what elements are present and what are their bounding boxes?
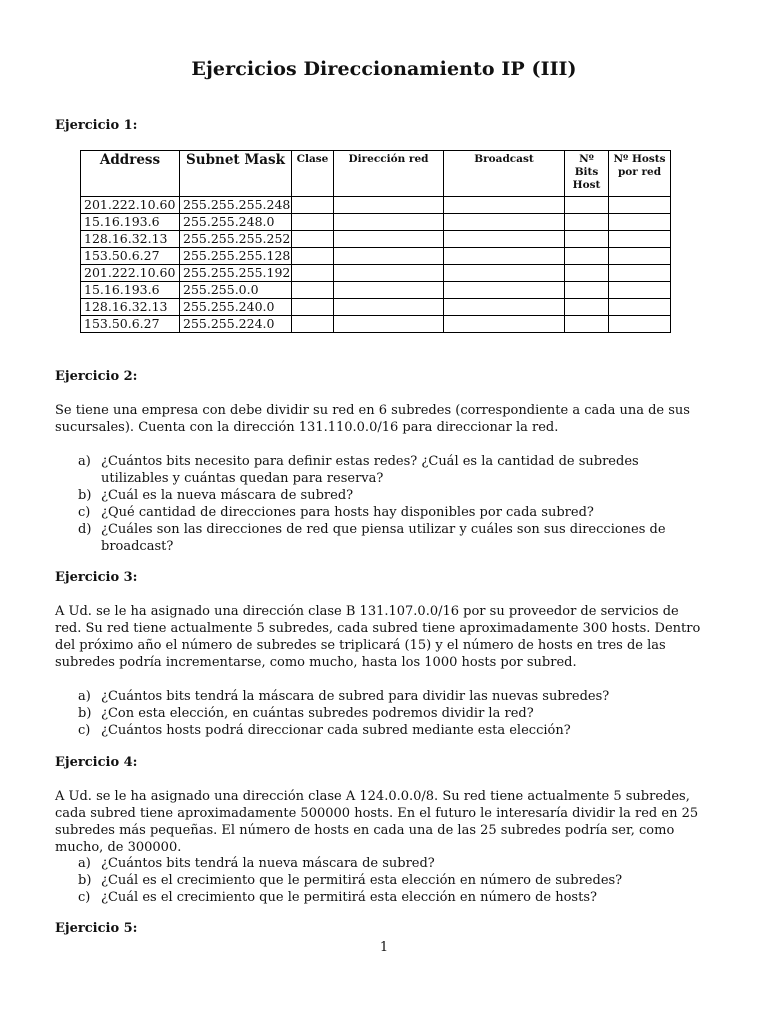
item-marker: c) [78, 890, 91, 905]
subnet-mask-cell: 255.255.248.0 [180, 214, 292, 231]
item-text: ¿Cuántos hosts podrá direccionar cada subred mediante esta elección? [101, 723, 571, 738]
item-text: ¿Cuál es el crecimiento que le permitirá esta elección en número de hosts? [101, 890, 597, 905]
item-text: ¿Cuántos bits tendrá la nueva máscara de subred? [101, 856, 435, 871]
exercise-5-heading: Ejercicio 5: [55, 921, 138, 936]
hosts-por-red-cell [609, 248, 671, 265]
item-text: ¿Qué cantidad de direcciones para hosts hay disponibles por cada subred? [101, 505, 594, 520]
subnet-mask-cell: 255.255.255.128 [180, 248, 292, 265]
table-row [81, 265, 671, 282]
hosts-por-red-cell [609, 214, 671, 231]
subnet-mask-cell: 255.255.255.252 [180, 231, 292, 248]
item-marker: a) [78, 856, 91, 871]
broadcast-cell [444, 231, 565, 248]
item-marker: d) [78, 522, 92, 537]
bits-host-cell [565, 316, 609, 333]
ip-address-table [80, 150, 671, 333]
item-marker: b) [78, 488, 92, 503]
bits-host-cell [565, 214, 609, 231]
broadcast-cell [444, 248, 565, 265]
clase-cell [292, 299, 334, 316]
bits-host-cell [565, 299, 609, 316]
table-header-row [81, 151, 671, 197]
item-text: ¿Con esta elección, en cuántas subredes podremos dividir la red? [101, 706, 534, 721]
direccion-red-cell [334, 214, 444, 231]
exercise-2-heading: Ejercicio 2: [55, 369, 138, 384]
list-item [78, 688, 698, 705]
list-item [78, 504, 698, 521]
exercise-2-statement: Se tiene una empresa con debe dividir su red en 6 subredes (correspondiente a cada una de sus sucursales). Cuenta con la dirección 131.110.0.0/16 para direccionar la red. [55, 403, 690, 435]
address-cell: 201.222.10.60 [81, 197, 180, 214]
clase-cell [292, 316, 334, 333]
column-header-hosts-por-red: Nº Hosts por red [609, 151, 671, 197]
list-item [78, 453, 698, 487]
column-header-direccion-red: Dirección red [334, 151, 444, 197]
subnet-mask-cell: 255.255.0.0 [180, 282, 292, 299]
address-cell: 15.16.193.6 [81, 282, 180, 299]
list-item [78, 521, 698, 555]
subnet-mask-cell: 255.255.224.0 [180, 316, 292, 333]
column-header-broadcast: Broadcast [444, 151, 565, 197]
list-item [78, 722, 698, 739]
direccion-red-cell [334, 282, 444, 299]
table-row [81, 214, 671, 231]
item-text: ¿Cuál es el crecimiento que le permitirá esta elección en número de subredes? [101, 873, 623, 888]
list-item [78, 705, 698, 722]
item-marker: b) [78, 706, 92, 721]
bits-host-cell [565, 197, 609, 214]
exercise-2-questions [78, 453, 698, 555]
exercise-4-questions [78, 855, 698, 906]
column-header-address: Address [81, 151, 180, 197]
item-marker: c) [78, 723, 91, 738]
item-text: ¿Cuántos bits necesito para definir estas redes? ¿Cuál es la cantidad de subredes utilizables y cuántas quedan para reserva? [101, 454, 639, 486]
address-cell: 153.50.6.27 [81, 248, 180, 265]
exercise-4-heading: Ejercicio 4: [55, 755, 138, 770]
exercise-3-heading: Ejercicio 3: [55, 570, 138, 585]
bits-host-cell [565, 248, 609, 265]
hosts-por-red-cell [609, 231, 671, 248]
broadcast-cell [444, 316, 565, 333]
direccion-red-cell [334, 231, 444, 248]
subnet-mask-cell: 255.255.240.0 [180, 299, 292, 316]
item-marker: a) [78, 689, 91, 704]
direccion-red-cell [334, 248, 444, 265]
clase-cell [292, 231, 334, 248]
address-cell: 15.16.193.6 [81, 214, 180, 231]
hosts-por-red-cell [609, 316, 671, 333]
item-text: ¿Cuántos bits tendrá la máscara de subred para dividir las nuevas subredes? [101, 689, 610, 704]
broadcast-cell [444, 197, 565, 214]
table-row [81, 282, 671, 299]
column-header-clase: Clase [292, 151, 334, 197]
broadcast-cell [444, 265, 565, 282]
clase-cell [292, 214, 334, 231]
direccion-red-cell [334, 316, 444, 333]
clase-cell [292, 248, 334, 265]
clase-cell [292, 197, 334, 214]
address-cell: 128.16.32.13 [81, 231, 180, 248]
column-header-bits-host: Nº Bits Host [565, 151, 609, 197]
subnet-mask-cell: 255.255.255.192 [180, 265, 292, 282]
address-cell: 153.50.6.27 [81, 316, 180, 333]
address-cell: 128.16.32.13 [81, 299, 180, 316]
hosts-por-red-cell [609, 299, 671, 316]
table-row [81, 248, 671, 265]
item-text: ¿Cuál es la nueva máscara de subred? [101, 488, 354, 503]
list-item [78, 855, 698, 872]
exercise-3-questions [78, 688, 698, 739]
clase-cell [292, 282, 334, 299]
table-row [81, 197, 671, 214]
item-marker: c) [78, 505, 91, 520]
direccion-red-cell [334, 299, 444, 316]
direccion-red-cell [334, 197, 444, 214]
hosts-por-red-cell [609, 265, 671, 282]
clase-cell [292, 265, 334, 282]
page-number: 1 [379, 940, 389, 955]
broadcast-cell [444, 214, 565, 231]
item-marker: b) [78, 873, 92, 888]
address-cell: 201.222.10.60 [81, 265, 180, 282]
column-header-subnet-mask: Subnet Mask [180, 151, 292, 197]
list-item [78, 872, 698, 889]
bits-host-cell [565, 265, 609, 282]
table-row [81, 231, 671, 248]
list-item [78, 889, 698, 906]
item-text: ¿Cuáles son las direcciones de red que piensa utilizar y cuáles son sus direcciones de broadcast? [101, 522, 666, 554]
direccion-red-cell [334, 265, 444, 282]
broadcast-cell [444, 299, 565, 316]
table-row [81, 316, 671, 333]
hosts-por-red-cell [609, 282, 671, 299]
broadcast-cell [444, 282, 565, 299]
table-row [81, 299, 671, 316]
bits-host-cell [565, 282, 609, 299]
list-item [78, 487, 698, 504]
hosts-por-red-cell [609, 197, 671, 214]
page-title: Ejercicios Direccionamiento IP (III) [191, 58, 577, 80]
item-marker: a) [78, 454, 91, 469]
exercise-3-statement: A Ud. se le ha asignado una dirección clase B 131.107.0.0/16 por su proveedor de servicios de red. Su red tiene actualmente 5 subredes, cada subred tiene aproximadamente 300 hosts. Dentro del próximo año el número de subredes se triplicará (15) y el número de hosts en tres de las subredes podría incrementarse, como mucho, hasta los 1000 hosts por subred. [55, 604, 701, 670]
exercise-4-statement: A Ud. se le ha asignado una dirección clase A 124.0.0.0/8. Su red tiene actualmente 5 subredes, cada subred tiene aproximadamente 500000 hosts. En el futuro le interesaría dividir la red en 25 subredes más pequeñas. El número de hosts en cada una de las 25 subredes podría ser, como mucho, de 300000. [55, 789, 699, 855]
subnet-mask-cell: 255.255.255.248 [180, 197, 292, 214]
bits-host-cell [565, 231, 609, 248]
exercise-1-heading: Ejercicio 1: [55, 118, 138, 133]
